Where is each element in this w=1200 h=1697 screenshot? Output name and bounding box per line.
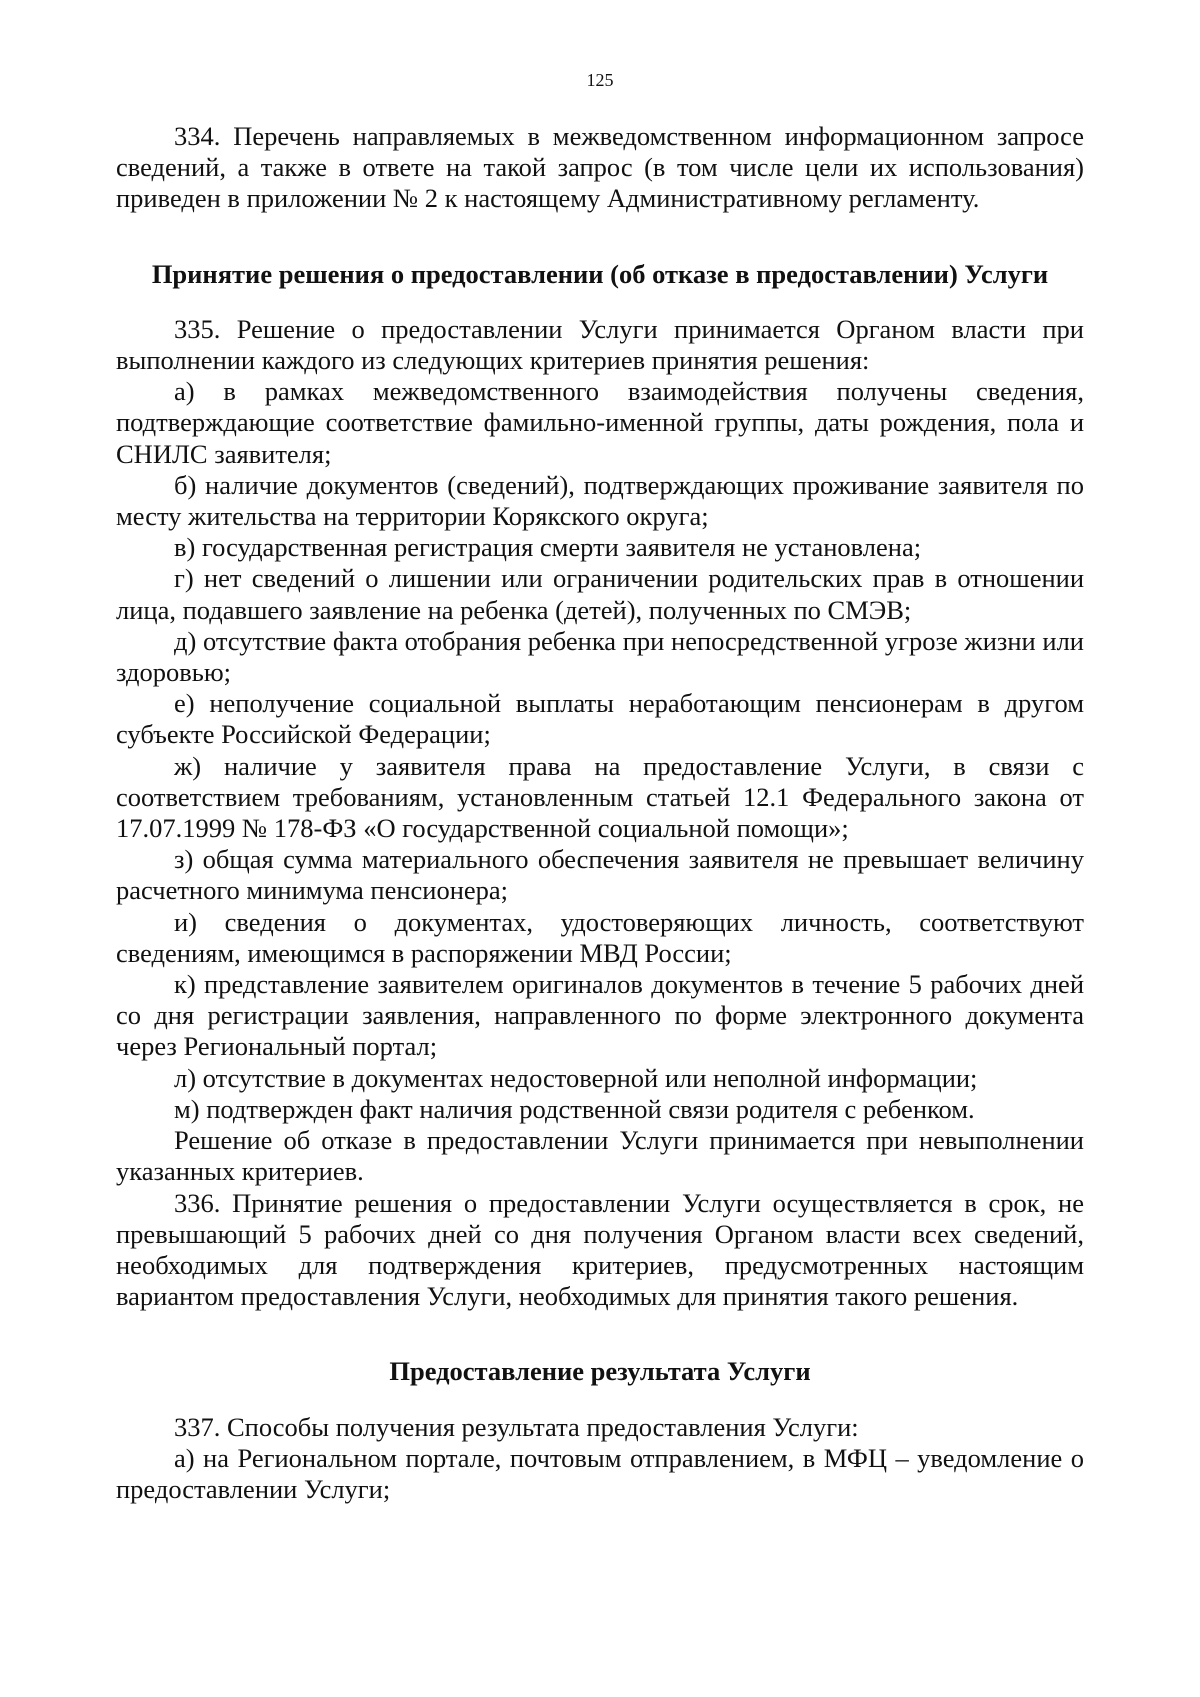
criterion-e: е) неполучение социальной выплаты неработающим пенсионерам в другом субъекте Российской Федерации; xyxy=(116,688,1084,750)
paragraph-337: 337. Способы получения результата предоставления Услуги: xyxy=(174,1411,859,1442)
criterion-v: в) государственная регистрация смерти заявителя не установлена; xyxy=(174,532,922,563)
criterion-d: д) отсутствие факта отобрания ребенка при непосредственной угрозе жизни или здоровью; xyxy=(116,625,1084,688)
criterion-g: г) нет сведений о лишении или ограничении родительских прав в отношении лица, подавшего заявление на ребенка (детей), полученных по СМЭВ; xyxy=(116,563,1084,625)
criterion-b: б) наличие документов (сведений), подтверждающих проживание заявителя по месту жительства на территории Корякского округа; xyxy=(116,469,1084,532)
criterion-k: к) представление заявителем оригиналов документов в течение 5 рабочих дней со дня регистрации заявления, направленного по форме электронного документа через Региональный портал; xyxy=(116,969,1084,1062)
paragraph-337-a: а) на Региональном портале, почтовым отправлением, в МФЦ – уведомление о предоставлении Услуги; xyxy=(116,1442,1084,1504)
criterion-m: м) подтвержден факт наличия родственной связи родителя с ребенком. xyxy=(174,1093,975,1124)
criterion-zh: ж) наличие у заявителя права на предоставление Услуги, в связи с соответствием требованиям, установленным статьей 12.1 Федерального закона от 17.07.1999 № 178-ФЗ «О государственной социальной помощи»; xyxy=(116,750,1084,844)
page-number: 125 xyxy=(586,70,614,90)
criterion-i: и) сведения о документах, удостоверяющих личность, соответствуют сведениям, имеющимся в распоряжении МВД России; xyxy=(116,906,1084,968)
section-heading-decision: Принятие решения о предоставлении (об отказе в предоставлении) Услуги xyxy=(151,258,1049,289)
refusal-paragraph: Решение об отказе в предоставлении Услуги принимается при невыполнении указанных критериев. xyxy=(116,1125,1084,1187)
document-body xyxy=(116,121,1084,1505)
paragraph-335: 335. Решение о предоставлении Услуги принимается Органом власти при выполнении каждого из следующих критериев принятия решения: xyxy=(116,313,1084,376)
criterion-a: а) в рамках межведомственного взаимодействия получены сведения, подтверждающие соответствие фамильно-именной группы, даты рождения, пола и СНИЛС заявителя; xyxy=(116,376,1084,469)
paragraph-336: 336. Принятие решения о предоставлении Услуги осуществляется в срок, не превышающий 5 рабочих дней со дня получения Органом власти всех сведений, необходимых для подтверждения критериев, предусмотренных настоящим вариантом предоставления Услуги, необходимых для принятия такого решения. xyxy=(116,1187,1084,1312)
criterion-z: з) общая сумма материального обеспечения заявителя не превышает величину расчетного минимума пенсионера; xyxy=(116,844,1084,906)
paragraph-334: 334. Перечень направляемых в межведомственном информационном запросе сведений, а также в ответе на такой запрос (в том числе цели их использования) приведен в приложении № 2 к настоящему Административному регламенту. xyxy=(116,121,1084,214)
criterion-l: л) отсутствие в документах недостоверной или неполной информации; xyxy=(174,1062,978,1093)
section-heading-result: Предоставление результата Услуги xyxy=(389,1356,811,1387)
